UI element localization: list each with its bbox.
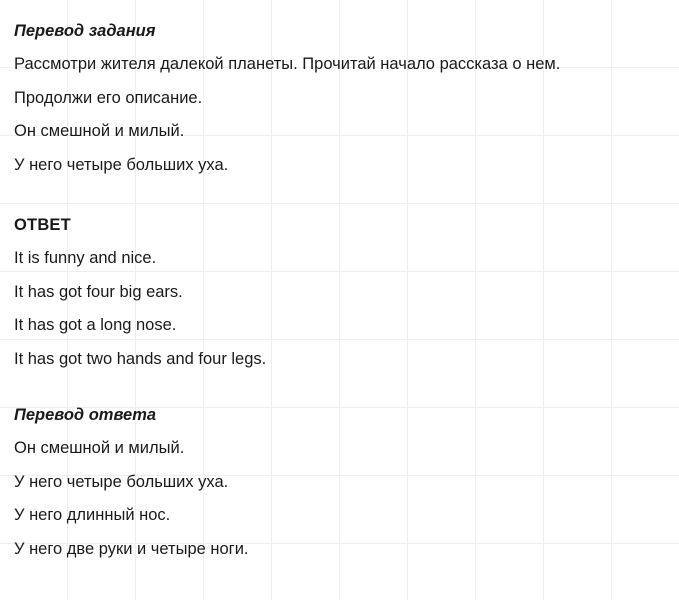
section-task-translation — [14, 14, 669, 182]
spacer-before-answer-translation — [14, 376, 669, 398]
answer-translation-line-1: Он смешной и милый. — [14, 439, 185, 457]
task-translation-line-1: Рассмотри жителя далекой планеты. Прочитай начало рассказа о нем. — [14, 55, 561, 73]
section-answer — [14, 208, 669, 376]
section-answer-translation — [14, 398, 669, 566]
task-translation-line-3: Он смешной и милый. — [14, 122, 185, 140]
answer-line-1: It is funny and nice. — [14, 249, 157, 267]
answer-translation-line-3: У него длинный нос. — [14, 506, 171, 524]
answer-line-4: It has got two hands and four legs. — [14, 349, 267, 368]
task-translation-line-2: Продолжи его описание. — [14, 88, 203, 107]
document-content — [14, 14, 669, 566]
answer-line-2: It has got four big ears. — [14, 282, 183, 301]
section-heading-answer-translation: Перевод ответа — [14, 406, 157, 424]
answer-line-3: It has got a long nose. — [14, 316, 177, 334]
spacer-before-answer — [14, 182, 669, 208]
answer-translation-line-4: У него две руки и четыре ноги. — [14, 539, 249, 558]
section-heading-answer: ОТВЕТ — [14, 216, 71, 234]
section-heading-task-translation: Перевод задания — [14, 22, 156, 40]
answer-translation-line-2: У него четыре больших уха. — [14, 472, 229, 491]
task-translation-line-4: У него четыре больших уха. — [14, 155, 229, 174]
